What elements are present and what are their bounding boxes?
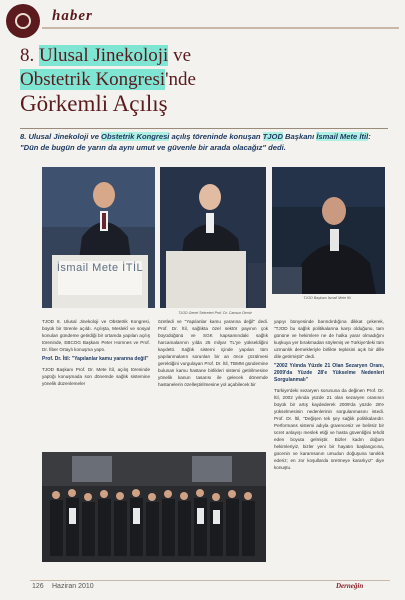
title-line-1: 8. Ulusal Jinekoloji ve xyxy=(20,45,191,66)
photo-third-speaker xyxy=(272,167,385,294)
title-divider xyxy=(20,128,388,129)
footer-logo: Derneğin xyxy=(336,582,364,590)
page-number: 126 xyxy=(32,583,44,590)
photo-caption-3: TJOD Başkanı İsmail Mete İtil xyxy=(303,296,351,300)
paragraph: özetledi ve "Yapılanlar kamu yararına değil" dedi. Prof. Dr. İtil, sağlıkta özel sektör payının çok büyüdüğünü ve SGK kapsamındaki sağlık harcamalarının yılda 25 milyar TL'ye yükseldiğini kaydetti. Sağlık sistemi içinde yapılan tüm yapılanmaların sorunları bir an önce çözülmesi gerektiğini vurgulayan Prof. Dr. İtil, TBMM gündemine bulunan kamu hastane birlikleri sistemi getirilmesine yönelik kanun tasarısı ile gelecek dönemde hastanelerin özelleştirilmesine yol açabilecek bir xyxy=(158,319,268,387)
subheading: "2002 Yılında Yüzde 21 Olan Sezaryen Oranı, 2009'da Yüzde 28'e Yükselme Nedenleri Sorgulanmalı" xyxy=(274,363,384,383)
photo-speaker-podium xyxy=(42,167,155,308)
speaker-illustration-3 xyxy=(272,167,385,294)
podium-name-label: İsmail Mete İTİL xyxy=(56,262,144,274)
speaker-illustration-2 xyxy=(160,167,266,308)
magazine-logo-icon xyxy=(6,4,40,38)
photo-group xyxy=(42,452,266,562)
title-line-2: Obstetrik Kongresi'nde xyxy=(20,69,196,90)
article-lead: 8. Ulusal Jinekoloji ve Obstetrik Kongresi açılış töreninde konuşan TJOD Başkanı İsmail Mete İtil: "Dün de bugün de yarın da aynı umut ve güvenle bir arada olacağız" dedi. xyxy=(20,132,371,152)
photo-caption-2: TJOD Genel Sekreteri Prof. Dr. Cansun Demir xyxy=(178,311,252,315)
title-highlight-1: Ulusal Jinekoloji xyxy=(39,45,169,66)
section-label: haber xyxy=(52,8,93,24)
title-highlight-2: Obstetrik Kongresi xyxy=(20,69,166,90)
footer-divider xyxy=(30,580,390,581)
issue-date: Haziran 2010 xyxy=(52,583,94,590)
paragraph: TJOD Başkanı Prof. Dr. Mete İtil, açılış töreninde yaptığı konuşmada son dönemde sağlık sistemine yönelik düzenlemeler xyxy=(42,367,150,386)
text-column-3 xyxy=(274,318,384,474)
paragraph: TJOD 8. Ulusal Jinekoloji ve Obstetrik Kongresi, büyük bir törenle açıldı. Açılışta, Meslekî ve sosyal konuları gündeme getirdiği bir ortamda yapılan açılış töreninde, EBCOG Başkanı Peter Hornnes ve Prof. Dr. İlber Ortaylı konuşma yaptı. xyxy=(42,319,150,352)
paragraph: yapıyı bünyesinde barındırdığına dikkat çekerek, "TJOD bu sağlık politikalarına karşı olduğunu, tam gününe ve hekimlere ne de halka yarar olmadığını kuşkuya yer bırakmadan söylemiş ve Türkiye'deki tüm uzmanlık dernekleriyle birlikte tepkisini açık bir dille dile getirmiştir" dedi. xyxy=(274,319,384,359)
text-column-1 xyxy=(42,318,150,390)
photo-second-speaker xyxy=(160,167,266,308)
subheading: Prof. Dr. İtil: "Yapılanlar kamu yararına değil" xyxy=(42,356,149,362)
group-illustration xyxy=(42,452,266,562)
speaker-illustration xyxy=(42,167,155,308)
header-divider xyxy=(42,27,399,29)
paragraph: Türkiye'deki sezaryen sorununa da değinen Prof. Dr. İtil, 2002 yılında yüzde 21 olan sezaryen oranının büyük bir artış kaydederek 2009'da yüzde 28'e yükselmesinin nedenlerinin sorgulanmasını istedi. Prof. Dr. İtil, "Değişen tek şey sağlık politikalarıdır. Performans sistemi adıyla güvencesiz ve belirsiz bir ücret anlayışı meslek etiği ve hasta güvenliğini tehdit eden boyuta gelmiştir. Bizler kadın doğum hekimleriyiz, bizler yeni bir hayatın başlangıcına, gücenin ve karamsanın umudun doğuşuna tanıklık ederiz; en zor koşullarda üretmeye kararlıyız" diye konuştu. xyxy=(274,388,384,470)
text-column-2 xyxy=(158,318,268,391)
title-line-3: Görkemli Açılış xyxy=(20,91,168,116)
article-title xyxy=(20,44,390,116)
